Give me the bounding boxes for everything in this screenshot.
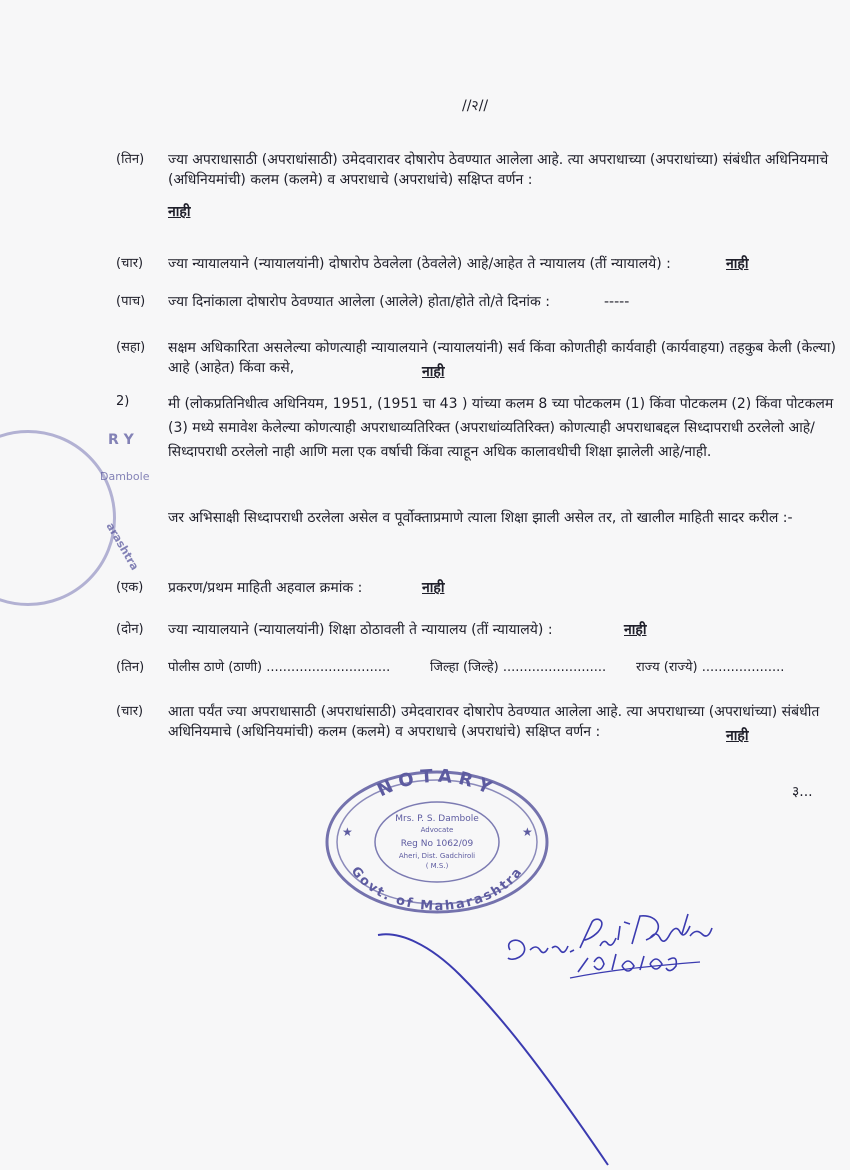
- s3-item-1-answer: नाही: [422, 580, 445, 596]
- s3-item-num-2: (दोन): [116, 622, 144, 637]
- conditional-text: जर अभिसाक्षी सिध्दापराधी ठरलेला असेल व पूर्वोक्ताप्रमाणे त्याला शिक्षा झाली असेल तर, तो खालील माहिती सादर करील :-: [168, 510, 793, 526]
- notary-place: Aheri, Dist. Gadchiroli: [398, 852, 476, 860]
- s3-item-4-answer: नाही: [726, 728, 749, 744]
- item-6-text: सक्षम अधिकारिता असलेल्या कोणत्याही न्यायालयाने (न्यायालयांनी) सर्व किंवा कोणतीही कार्यवाही (कार्यवाहया) तहकुब केली (केल्या) आहे (आहेत) किंवा कसे,: [168, 340, 836, 376]
- s3-item-4-text: आता पर्यंत ज्या अपराधासाठी (अपराधांसाठी) उमेदवारावर दोषारोप ठेवण्यात आलेला आहे. त्या अपराधाच्या (अपराधांच्या) संबंधीत अधिनियमाचे (अधिनियमांची) कलम (कलमे) व अपराधाचे (अपराधांचे) सक्षिप्त वर्णन :: [168, 704, 820, 740]
- police-station-field: पोलीस ठाणे (ठाणी) ..............................: [168, 660, 391, 675]
- left-seal-top-text: R Y: [108, 432, 134, 448]
- item-num-5: (पाच): [116, 294, 146, 309]
- item-num-4: (चार): [116, 256, 144, 271]
- notary-title: Advocate: [420, 826, 454, 834]
- left-partial-seal: [0, 430, 116, 606]
- notary-top-text: NOTARY: [373, 766, 501, 802]
- section-2-num: 2): [116, 394, 130, 409]
- section-2-text: मी (लोकप्रतिनिधीत्व अधिनियम, 1951, (1951 चा 43 ) यांच्या कलम 8 च्या पोटकलम (1) किंवा पोटकलम (2) किंवा पोटकलम (3) मध्ये समावेश केलेल्या कोणत्याही अपराधाव्यतिरिक्त (अपराधांव्यतिरिक्त) कोणत्याही अपराधाबद्दल सिध्दापराधी ठरलेलो आहे/सिध्दापराधी ठरलेलो नाही आणि मला एक वर्षाची किंवा त्याहून अधिक कालावधीची शिक्षा झालेली आहे/नाही.: [168, 396, 834, 460]
- item-3-answer: नाही: [168, 204, 191, 220]
- left-seal-bottom-text: arashtra: [103, 520, 142, 573]
- s3-item-2-answer: नाही: [624, 622, 647, 638]
- item-4-text: ज्या न्यायालयाने (न्यायालयांनी) दोषारोप ठेवलेला (ठेवलेले) आहे/आहेत ते न्यायालय (तीं न्यायालये) :: [168, 256, 671, 272]
- seal-star-right: ★: [522, 825, 533, 839]
- item-5-answer: -----: [604, 294, 630, 310]
- state-field: राज्य (राज्ये) ....................: [636, 660, 785, 675]
- s3-item-2-text: ज्या न्यायालयाने (न्यायालयांनी) शिक्षा ठोठावली ते न्यायालय (तीं न्यायालये) :: [168, 622, 553, 638]
- item-4-answer: नाही: [726, 256, 749, 272]
- notary-state: ( M.S.): [425, 862, 449, 870]
- notary-reg: Reg No 1062/09: [400, 839, 474, 849]
- district-field: जिल्हा (जिल्हे) .........................: [430, 660, 607, 675]
- item-num-3: (तिन): [116, 152, 145, 167]
- notary-bottom-text: Govt. of Maharashtra: [347, 864, 527, 915]
- s3-item-1-text: प्रकरण/प्रथम माहिती अहवाल क्रमांक :: [168, 580, 363, 596]
- item-5-text: ज्या दिनांकाला दोषारोप ठेवण्यात आलेला (आलेले) होता/होते तो/ते दिनांक :: [168, 294, 550, 310]
- notary-stamp: [322, 766, 552, 916]
- seal-star-left: ★: [342, 825, 353, 839]
- item-num-6: (सहा): [116, 340, 146, 355]
- pen-stroke: [370, 925, 620, 1170]
- left-seal-name: Dambole: [100, 470, 150, 483]
- page-continued-marker: ३...: [792, 784, 813, 800]
- item-6-answer: नाही: [422, 364, 445, 380]
- page-marker: //२//: [462, 98, 489, 114]
- notary-name: Mrs. P. S. Dambole: [395, 814, 479, 824]
- s3-item-num-3: (तिन): [116, 660, 145, 675]
- item-3-text: ज्या अपराधासाठी (अपराधांसाठी) उमेदवारावर दोषारोप ठेवण्यात आलेला आहे. त्या अपराधाच्या (अपराधांच्या) संबंधीत अधिनियमाचे (अधिनियमांची) कलम (कलमे) व अपराधाचे (अपराधांचे) सक्षिप्त वर्णन :: [168, 152, 829, 188]
- s3-item-num-4: (चार): [116, 704, 144, 719]
- svg-text:NOTARY: [374, 766, 500, 801]
- s3-item-num-1: (एक): [116, 580, 144, 595]
